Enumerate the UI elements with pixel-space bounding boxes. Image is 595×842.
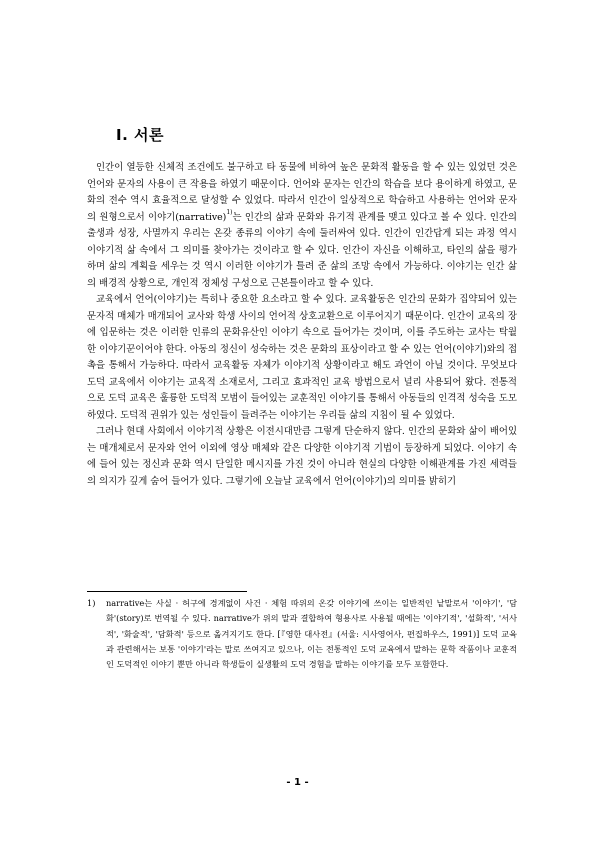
paragraph-3: 그러나 현대 사회에서 이야기적 상황은 이전시대만큼 그렇게 단순하지 않다. 인간의 문화와 삶이 배어있는 매개체로서 문자와 언어 이외에 영상 매체와 같은 다양한 이야기적 기법이 등장하게 되었다. 이야기 속에 들어 있는 정신과 문화 역시 단일한 메시지를 가진 것이 아니라 현실의 다양한 이해관계를 가진 세력들의 의지가 깊게 숨어 들어가 있다. 그렇기에 오늘날 교육에서 언어(이야기)의 의미를 밝히기: [87, 426, 517, 487]
footnote-ref[interactable]: 1): [226, 208, 233, 216]
page-number: - 1 -: [286, 777, 309, 788]
paragraph-1: [87, 160, 517, 292]
footnote-divider: [87, 591, 247, 592]
paragraph-2: 교육에서 언어(이야기)는 특히나 중요한 요소라고 할 수 있다. 교육활동은 인간의 문화가 집약되어 있는 문자적 매체가 매개되어 교사와 학생 사이의 언어적 상호교환으로 이루어지기 때문이다. 인간이 교육의 장에 입문하는 것은 이러한 인류의 문화유산인 이야기 속으로 들어가는 것이며, 이를 주도하는 교사는 탁월한 이야기꾼이어야 한다. 아동의 정신이 성숙하는 것은 문화의 표상이라고 할 수 있는 언어(이야기)와의 접촉을 통해서 가능하다. 따라서 교육활동 자체가 이야기적 상황이라고 해도 과언이 아닐 것이다. 무엇보다 도덕 교육에서 이야기는 교육적 소재로서, 그리고 효과적인 교육 방법으로서 널리 사용되어 왔다. 전통적으로 도덕 교육은 훌륭한 도덕적 모범이 들어있는 교훈적인 이야기를 통해서 아동들의 인격적 성숙을 도모하였다. 도덕적 권위가 있는 성인들이 들려주는 이야기는 우리들 삶의 지침이 될 수 있었다.: [87, 294, 517, 421]
footnote: [87, 596, 517, 672]
section-title: Ⅰ. 서론: [116, 126, 164, 144]
body-text: [87, 160, 517, 490]
paragraph-1-text-cont: 는 인간의 삶과 문화와 유기적 관계를 맺고 있다고 볼 수 있다. 인간의 출생과 성장, 사멸까지 우리는 온갖 종류의 이야기 속에 둘러싸여 있다. 인간이 인간답게 되는 과정 역시 이야기적 삶 속에서 그 의미를 찾아가는 것이라고 할 수 있다. 인간이 자신을 이해하고, 타인의 삶을 평가하며 삶의 계획을 세우는 것 역시 이러한 이야기가 틀려 준 삶의 조망 속에서 가능하다. 이야기는 인간 삶의 배경적 상황으로, 개인적 정체성 구성으로 근본틀이라고 할 수 있다.: [87, 211, 517, 289]
paragraph-1-text: 인간이 열등한 신체적 조건에도 불구하고 타 동물에 비하여 높은 문화적 활동을 할 수 있는 있었던 것은 언어와 문자의 사용이 큰 작용을 하였기 때문이다. 언어와 문자는 인간의 학습을 보다 용이하게 하였고, 문화의 전수 역시 효율적으로 달성할 수 있었다. 따라서 인간이 일상적으로 학습하고 사용하는 언어와 문자의 원형으로서 이야기(narrative): [87, 162, 517, 223]
footnote-number: 1): [87, 598, 96, 608]
footnote-text: narrative는 사실 · 허구에 경계없이 사건 · 체험 따위의 온갖 이야기에 쓰이는 일반적인 낱말로서 '이야기', '담화'(story)로 번역될 수 있다. narrative가 위의 말과 결합하여 형용사로 사용될 때에는 '이야기적', '설화적', '서사적', '화술적', '담화적' 등으로 옮겨지기도 한다. [『영한 대사전』(서울: 시사영어사, 편집하우스, 1991)] 도덕 교육과 관련해서는 보통 '이야기'라는 말로 쓰여지고 있으나, 이는 전통적인 도덕 교육에서 말하는 문학 작품이나 교훈적인 도덕적인 이야기 뿐만 아니라 학생들이 실생활의 도덕 경험을 말하는 이야기를 모두 포함한다.: [106, 598, 517, 670]
